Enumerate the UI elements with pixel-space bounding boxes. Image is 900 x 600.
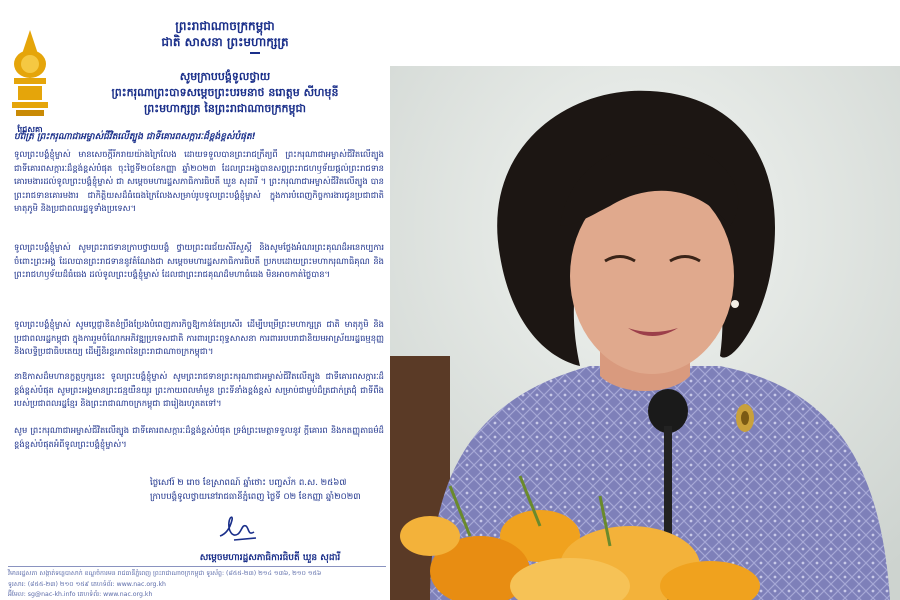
footer-address: វិមានរដ្ឋសភា សង្កាត់ទន្លេបាសាក់ ខណ្ឌចំការមន រាជធានីភ្នំពេញ ព្រះរាជាណាចក្រកម្ពុជា ទូរស័ព្ទ: (៨៥៥-២៣) ២១៤ ១៣៦, ២១០ ១៥៦ bbox=[8, 570, 322, 577]
brooch-icon bbox=[736, 404, 754, 432]
motto-header: ជាតិ សាសនា ព្រះមហាក្សត្រ bbox=[161, 35, 289, 49]
header-divider bbox=[250, 52, 260, 54]
footer-email: អ៊ីមែល: sg@nac-kh.info គេហទំព័រ: www.nac.org.kh bbox=[8, 591, 153, 598]
king-role-line: ព្រះមហាក្សត្រ នៃព្រះរាជាណាចក្រកម្ពុជា bbox=[143, 102, 306, 115]
letter-paragraph: នាឱកាសដ៏មហានក្ខត្តឫក្សនេះ ទូលព្រះបង្គំខ្ញុំម្ចាស់ សូមព្រះរាជទានព្រះករុណាជាអម្ចាស់ជីវិតលើត្បូង ជាទីគោរពសក្ការៈដ៏ខ្ពង់ខ្ពស់បំផុត សូមព្រះអង្គមានព្រះជន្មយឺនយូរ ព្រះកាយពលមាំមួន ព្រះទីនាំងខ្ពង់ខ្ពស់ សម្រាប់ជាម្លប់ដ៏ត្រជាក់ត្រជុំ ជាទីពឹងរបស់ប្រជាពលរដ្ឋខ្មែរ និងព្រះរាជាណាចក្រកម្ពុជា ជារៀងរហូតតទៅ។ bbox=[14, 371, 384, 408]
royal-letter bbox=[0, 0, 392, 600]
letter-subject: បពិត្រ ព្រះករុណាជាអម្ចាស់ជីវិតលើត្បូង ជាទីគោរពសក្ការៈដ៏ខ្ពង់ខ្ពស់បំផុត! bbox=[14, 132, 256, 142]
signature-icon bbox=[216, 510, 260, 546]
letter-paragraph: ទូលព្រះបង្គំខ្ញុំម្ចាស់ សូមប្តេជ្ញាខិតខំប្រឹងប្រែងបំពេញភារកិច្ចឱ្យកាន់តែប្រសើរ ដើម្បីបម្រើព្រះមហាក្សត្រ ជាតិ មាតុភូមិ និងប្រជាពលរដ្ឋកម្ពុជា ក្នុងការរួមចំណែកអភិវឌ្ឍប្រទេសជាតិ ការពារព្រះពុទ្ធសាសនា ការពាររបបរាជានិយមអាស្រ័យរដ្ឋធម្មនុញ្ញ និងលទ្ធិប្រជាធិបតេយ្យ ដើម្បីនិរន្តរភាពនៃព្រះរាជាណាចក្រកម្ពុជា។ bbox=[14, 319, 384, 356]
salutation-line: សូមក្រាបបង្គំទូលថ្វាយ bbox=[179, 70, 271, 83]
king-title-line: ព្រះករុណាព្រះបាទសម្តេចព្រះបរមនាថ នរោត្តម សីហមុនី bbox=[111, 86, 339, 99]
logo-caption: ជ្រែសគា bbox=[17, 125, 43, 134]
footer-contact: ទូរសារ: (៨៥៥-២៣) ២១០ ១៥៩ គេហទំព័រ: www.nac.org.kh bbox=[8, 581, 166, 588]
national-assembly-logo-icon bbox=[8, 28, 52, 120]
letter-paragraph: ទូលព្រះបង្គំខ្ញុំម្ចាស់ សូមព្រះរាជទានក្រាបថ្វាយបង្គំ ថ្វាយព្រះពរជ័យសិរីសួស្តី និងសូមថ្លែងអំណរព្រះគុណដ៏អនេកប្បការចំពោះព្រះអង្គ ដែលបានព្រះរាជទាននូវតំណែងជា សម្តេចមហារដ្ឋសភាធិការធិបតី ប្រកបដោយព្រះមហាករុណាធិគុណ និងព្រះរាជហឫទ័យដ៏ធំធេង ដល់ទូលព្រះបង្គំខ្ញុំម្ចាស់ ដែលជាព្រះរាជគុណដ៏មហាធំធេង មិនអាចកាត់ថ្លៃបាន។ bbox=[14, 242, 384, 279]
lunar-date: ថ្ងៃសៅរ៍ ២ រោច ខែស្រាពណ៍ ឆ្នាំថោះ បញ្ចស័ក ព.ស. ២៥៦៧ bbox=[150, 478, 347, 488]
footer-divider bbox=[8, 566, 386, 567]
signer-name: សម្តេចមហារដ្ឋសភាធិការធិបតី ឃួន សុដារី bbox=[199, 553, 341, 563]
portrait-photo bbox=[390, 66, 900, 600]
letter-paragraph: សូម ព្រះករុណាជាអម្ចាស់ជីវិតលើត្បូង ជាទីគោរពសក្ការៈដ៏ខ្ពង់ខ្ពស់បំផុត ទ្រង់ព្រះមេត្តាទទួលនូវ ក្តីគោរព និងកតញ្ញុតាធម៌ដ៏ខ្ពង់ខ្ពស់បំផុតអំពីទូលព្រះបង្គំខ្ញុំម្ចាស់។ bbox=[14, 425, 384, 449]
letter-paragraph: ទូលព្រះបង្គំខ្ញុំម្ចាស់ មានសេចក្តីរីករាយយ៉ាងក្រៃលែង ដោយទទួលបានព្រះរាជក្រឹត្យពី ព្រះករុណាជាអម្ចាស់ជីវិតលើត្បូង ជាទីគោរពសក្ការៈដ៏ខ្ពង់ខ្ពស់បំផុត ចុះថ្ងៃទី២០ខែកញ្ញា ឆ្នាំ២០២៣ ដែលព្រះអង្គបានសព្វព្រះរាជហឫទ័យផ្តល់ព្រះរាជទានគោរមងារដល់ទូលព្រះបង្គំខ្ញុំម្ចាស់ ជា សម្តេចមហារដ្ឋសភាធិការធិបតី ឃួន សុដារី ។ ព្រះករុណាជាអម្ចាស់ជីវិតលើត្បូង បានព្រះរាជទានគោរមងារ ជាកិត្តិយសដ៏ធំធេងក្រៃលែងសម្រាប់រូបទូលព្រះបង្គំខ្ញុំម្ចាស់ ក្នុងការបំពេញកិច្ចការងារជូនប្រជាជាតិ មាតុភូមិ និងប្រជាពលរដ្ឋទូទាំងប្រទេស។ bbox=[14, 149, 384, 213]
kingdom-header: ព្រះរាជាណាចក្រកម្ពុជា bbox=[175, 19, 275, 33]
solar-date: ក្រាបបង្គំទូលថ្វាយនៅរាជធានីភ្នំពេញ ថ្ងៃទី ០២ ខែកញ្ញា ឆ្នាំ២០២៣ bbox=[150, 492, 361, 502]
